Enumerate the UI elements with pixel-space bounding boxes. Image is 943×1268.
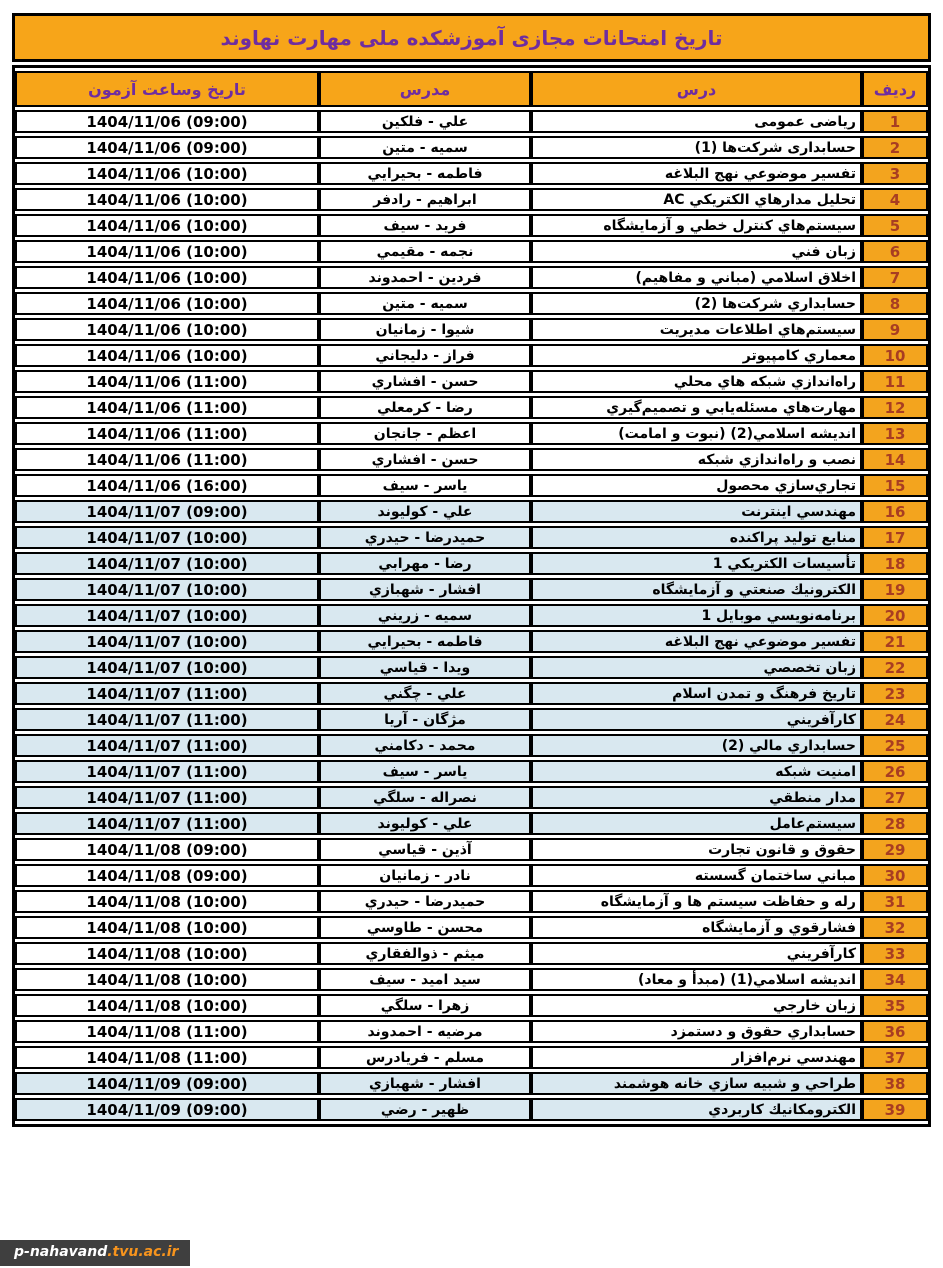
datetime-cell: 1404/11/08 (11:00) (15, 1020, 319, 1043)
row-number-cell: 30 (862, 864, 928, 887)
datetime-cell: 1404/11/07 (11:00) (15, 760, 319, 783)
instructor-cell: علي - کولیوند (319, 500, 531, 523)
row-number-cell: 13 (862, 422, 928, 445)
datetime-cell: 1404/11/06 (11:00) (15, 422, 319, 445)
row-number-cell: 22 (862, 656, 928, 679)
row-number-cell: 38 (862, 1072, 928, 1095)
row-number-cell: 2 (862, 136, 928, 159)
table-row (15, 240, 928, 263)
course-cell: کارآفریني (531, 942, 862, 965)
datetime-cell: 1404/11/06 (11:00) (15, 370, 319, 393)
table-row (15, 526, 928, 549)
datetime-cell: 1404/11/08 (10:00) (15, 890, 319, 913)
instructor-cell: سمیه - متین (319, 292, 531, 315)
watermark-domain: .tvu.ac.ir (107, 1244, 179, 1260)
row-number-cell: 29 (862, 838, 928, 861)
table-row (15, 838, 928, 861)
course-cell: سیستم‌هاي کنترل خطي و آزمایشگاه (531, 214, 862, 237)
table-row (15, 942, 928, 965)
course-cell: حسابداري شرکت‌ها (2) (531, 292, 862, 315)
table-row (15, 1046, 928, 1069)
row-number-cell: 27 (862, 786, 928, 809)
instructor-cell: علي - فلکین (319, 110, 531, 133)
datetime-cell: 1404/11/07 (11:00) (15, 708, 319, 731)
instructor-cell: اعظم - جانجان (319, 422, 531, 445)
row-number-cell: 15 (862, 474, 928, 497)
course-cell: سیستم‌هاي اطلاعات مدیریت (531, 318, 862, 341)
datetime-cell: 1404/11/07 (10:00) (15, 526, 319, 549)
table-row (15, 812, 928, 835)
site-watermark (0, 1240, 190, 1266)
table-row (15, 604, 928, 627)
datetime-cell: 1404/11/08 (09:00) (15, 838, 319, 861)
course-cell: حقوق و قانون تجارت (531, 838, 862, 861)
table-row (15, 214, 928, 237)
datetime-cell: 1404/11/06 (10:00) (15, 292, 319, 315)
datetime-cell: 1404/11/08 (11:00) (15, 1046, 319, 1069)
row-number-cell: 5 (862, 214, 928, 237)
table-row (15, 786, 928, 809)
instructor-cell: افشار - شهبازي (319, 1072, 531, 1095)
row-number-cell: 33 (862, 942, 928, 965)
row-number-cell: 14 (862, 448, 928, 471)
row-number-cell: 36 (862, 1020, 928, 1043)
course-cell: امنیت شبکه (531, 760, 862, 783)
row-number-cell: 32 (862, 916, 928, 939)
datetime-cell: 1404/11/07 (10:00) (15, 578, 319, 601)
table-row (15, 422, 928, 445)
row-number-cell: 18 (862, 552, 928, 575)
course-cell: حسابداري مالي (2) (531, 734, 862, 757)
course-cell: الکترومکانیك کاربردي (531, 1098, 862, 1121)
instructor-cell: حسن - افشاري (319, 370, 531, 393)
course-cell: مدار منطقي (531, 786, 862, 809)
table-row (15, 578, 928, 601)
datetime-cell: 1404/11/06 (11:00) (15, 448, 319, 471)
datetime-cell: 1404/11/06 (09:00) (15, 110, 319, 133)
exam-schedule-sheet (12, 13, 931, 1127)
instructor-cell: آذین - قیاسي (319, 838, 531, 861)
datetime-cell: 1404/11/07 (11:00) (15, 812, 319, 835)
table-row (15, 474, 928, 497)
row-number-cell: 23 (862, 682, 928, 705)
datetime-cell: 1404/11/08 (09:00) (15, 864, 319, 887)
course-cell: اخلاق اسلامي (مباني و مفاهیم) (531, 266, 862, 289)
datetime-cell: 1404/11/06 (09:00) (15, 136, 319, 159)
datetime-cell: 1404/11/07 (11:00) (15, 734, 319, 757)
datetime-cell: 1404/11/06 (10:00) (15, 240, 319, 263)
instructor-cell: سمیه - متین (319, 136, 531, 159)
instructor-cell: علي - کولیوند (319, 812, 531, 835)
datetime-cell: 1404/11/06 (10:00) (15, 188, 319, 211)
instructor-cell: رضا - کرمعلي (319, 396, 531, 419)
row-number-cell: 6 (862, 240, 928, 263)
column-header-course: درس (531, 71, 862, 107)
table-title-bar (12, 13, 931, 62)
table-row (15, 994, 928, 1017)
table-row (15, 734, 928, 757)
instructor-cell: فراز - دلیجاني (319, 344, 531, 367)
page-title: تاریخ امتحانات مجازی آموزشکده ملی مهارت نهاوند (220, 25, 723, 50)
watermark-site: p-nahavand (14, 1244, 108, 1260)
exam-schedule-table (12, 65, 931, 1127)
instructor-cell: ویدا - قیاسي (319, 656, 531, 679)
header-row (15, 71, 928, 107)
row-number-cell: 19 (862, 578, 928, 601)
datetime-cell: 1404/11/06 (16:00) (15, 474, 319, 497)
column-header-row-number: ردیف (862, 71, 928, 107)
datetime-cell: 1404/11/07 (09:00) (15, 500, 319, 523)
table-row (15, 552, 928, 575)
table-row (15, 110, 928, 133)
datetime-cell: 1404/11/07 (10:00) (15, 604, 319, 627)
instructor-cell: سمیه - زریني (319, 604, 531, 627)
instructor-cell: سید امید - سیف (319, 968, 531, 991)
instructor-cell: فرید - سیف (319, 214, 531, 237)
datetime-cell: 1404/11/08 (10:00) (15, 942, 319, 965)
row-number-cell: 17 (862, 526, 928, 549)
course-cell: مهندسي نرم‌افزار (531, 1046, 862, 1069)
datetime-cell: 1404/11/06 (10:00) (15, 318, 319, 341)
course-cell: تفسیر موضوعي نهج البلاغه (531, 162, 862, 185)
datetime-cell: 1404/11/07 (11:00) (15, 786, 319, 809)
datetime-cell: 1404/11/06 (10:00) (15, 266, 319, 289)
datetime-cell: 1404/11/09 (09:00) (15, 1072, 319, 1095)
instructor-cell: ابراهیم - رادفر (319, 188, 531, 211)
course-cell: زبان فني (531, 240, 862, 263)
row-number-cell: 21 (862, 630, 928, 653)
table-row (15, 370, 928, 393)
datetime-cell: 1404/11/06 (10:00) (15, 344, 319, 367)
table-row (15, 500, 928, 523)
row-number-cell: 20 (862, 604, 928, 627)
datetime-cell: 1404/11/07 (10:00) (15, 656, 319, 679)
row-number-cell: 1 (862, 110, 928, 133)
table-row (15, 630, 928, 653)
course-cell: اندیشه اسلامي(2) (نبوت و امامت) (531, 422, 862, 445)
course-cell: اندیشه اسلامي(1) (مبدأ و معاد) (531, 968, 862, 991)
table-row (15, 968, 928, 991)
datetime-cell: 1404/11/08 (10:00) (15, 916, 319, 939)
course-cell: سیستم‌عامل (531, 812, 862, 835)
instructor-cell: حمیدرضا - حیدري (319, 890, 531, 913)
row-number-cell: 24 (862, 708, 928, 731)
instructor-cell: مژگان - آریا (319, 708, 531, 731)
column-header-datetime: تاریخ وساعت آزمون (15, 71, 319, 107)
instructor-cell: حسن - افشاري (319, 448, 531, 471)
instructor-cell: شیوا - زمانیان (319, 318, 531, 341)
table-row (15, 292, 928, 315)
datetime-cell: 1404/11/07 (10:00) (15, 630, 319, 653)
course-cell: رله و حفاظت سیستم ها و آزمایشگاه (531, 890, 862, 913)
course-cell: معماري کامپیوتر (531, 344, 862, 367)
instructor-cell: فاطمه - بحیرایي (319, 630, 531, 653)
course-cell: زبان خارجي (531, 994, 862, 1017)
table-row (15, 1020, 928, 1043)
instructor-cell: نصراله - سلگي (319, 786, 531, 809)
course-cell: نصب و راه‌اندازي شبکه (531, 448, 862, 471)
course-cell: تحلیل مدارهاي الکتریکي AC (531, 188, 862, 211)
row-number-cell: 11 (862, 370, 928, 393)
course-cell: الکترونیك صنعتي و آزمایشگاه (531, 578, 862, 601)
course-cell: راه‌اندازي شبکه هاي محلي (531, 370, 862, 393)
course-cell: تاریخ فرهنگ و تمدن اسلام (531, 682, 862, 705)
instructor-cell: محمد - دکامني (319, 734, 531, 757)
row-number-cell: 39 (862, 1098, 928, 1121)
instructor-cell: زهرا - سلگي (319, 994, 531, 1017)
course-cell: کارآفریني (531, 708, 862, 731)
instructor-cell: رضا - مهرابي (319, 552, 531, 575)
instructor-cell: فردین - احمدوند (319, 266, 531, 289)
table-row (15, 188, 928, 211)
datetime-cell: 1404/11/06 (10:00) (15, 162, 319, 185)
table-row (15, 864, 928, 887)
instructor-cell: یاسر - سیف (319, 474, 531, 497)
row-number-cell: 26 (862, 760, 928, 783)
instructor-cell: علي - چگني (319, 682, 531, 705)
course-cell: برنامه‌نویسي موبایل 1 (531, 604, 862, 627)
table-row (15, 396, 928, 419)
datetime-cell: 1404/11/07 (11:00) (15, 682, 319, 705)
table-row (15, 760, 928, 783)
row-number-cell: 34 (862, 968, 928, 991)
instructor-cell: یاسر - سیف (319, 760, 531, 783)
datetime-cell: 1404/11/09 (09:00) (15, 1098, 319, 1121)
row-number-cell: 28 (862, 812, 928, 835)
row-number-cell: 37 (862, 1046, 928, 1069)
row-number-cell: 31 (862, 890, 928, 913)
table-row (15, 162, 928, 185)
course-cell: حسابداري حقوق و دستمزد (531, 1020, 862, 1043)
row-number-cell: 12 (862, 396, 928, 419)
instructor-cell: حمیدرضا - حیدري (319, 526, 531, 549)
datetime-cell: 1404/11/07 (10:00) (15, 552, 319, 575)
row-number-cell: 4 (862, 188, 928, 211)
datetime-cell: 1404/11/08 (10:00) (15, 968, 319, 991)
instructor-cell: مسلم - فریادرس (319, 1046, 531, 1069)
datetime-cell: 1404/11/06 (11:00) (15, 396, 319, 419)
table-row (15, 318, 928, 341)
course-cell: فشارقوي و آزمایشگاه (531, 916, 862, 939)
table-row (15, 136, 928, 159)
row-number-cell: 25 (862, 734, 928, 757)
table-row (15, 266, 928, 289)
course-cell: تجاري‌سازي محصول (531, 474, 862, 497)
column-header-instructor: مدرس (319, 71, 531, 107)
table-row (15, 890, 928, 913)
instructor-cell: فاطمه - بحیرایي (319, 162, 531, 185)
row-number-cell: 7 (862, 266, 928, 289)
datetime-cell: 1404/11/08 (10:00) (15, 994, 319, 1017)
course-cell: طراحي و شبیه سازي خانه هوشمند (531, 1072, 862, 1095)
instructor-cell: محسن - طاوسي (319, 916, 531, 939)
table-row (15, 656, 928, 679)
row-number-cell: 16 (862, 500, 928, 523)
table-row (15, 344, 928, 367)
course-cell: تأسیسات الکتریکي 1 (531, 552, 862, 575)
table-row (15, 1098, 928, 1121)
course-cell: حسابداری شرکت‌ها (1) (531, 136, 862, 159)
row-number-cell: 35 (862, 994, 928, 1017)
row-number-cell: 10 (862, 344, 928, 367)
instructor-cell: مرضیه - احمدوند (319, 1020, 531, 1043)
table-row (15, 1072, 928, 1095)
instructor-cell: ظهیر - رضي (319, 1098, 531, 1121)
instructor-cell: افشار - شهبازي (319, 578, 531, 601)
instructor-cell: میثم - ذوالفقاري (319, 942, 531, 965)
course-cell: مهندسي اینترنت (531, 500, 862, 523)
table-row (15, 448, 928, 471)
course-cell: تفسیر موضوعي نهج البلاغه (531, 630, 862, 653)
course-cell: منابع تولید پراکنده (531, 526, 862, 549)
course-cell: زبان تخصصي (531, 656, 862, 679)
course-cell: مباني ساختمان گسسته (531, 864, 862, 887)
instructor-cell: نجمه - مقیمي (319, 240, 531, 263)
table-row (15, 682, 928, 705)
row-number-cell: 8 (862, 292, 928, 315)
course-cell: مهارت‌هاي مسئله‌یابي و تصمیم‌گیري (531, 396, 862, 419)
table-row (15, 916, 928, 939)
instructor-cell: نادر - زمانیان (319, 864, 531, 887)
table-row (15, 708, 928, 731)
course-cell: ریاضی عمومی (531, 110, 862, 133)
datetime-cell: 1404/11/06 (10:00) (15, 214, 319, 237)
row-number-cell: 3 (862, 162, 928, 185)
row-number-cell: 9 (862, 318, 928, 341)
